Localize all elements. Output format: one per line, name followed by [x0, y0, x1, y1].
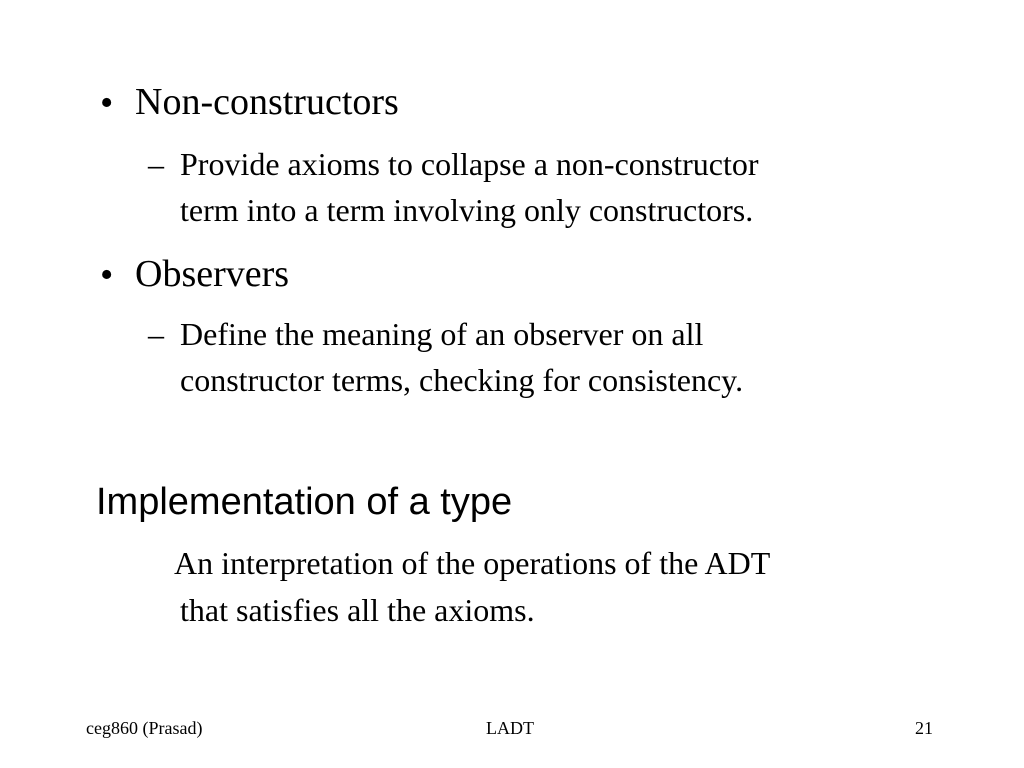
sub-bullet-dash: –: [148, 316, 164, 352]
bullet-marker: •: [100, 82, 114, 124]
footer-course: ceg860 (Prasad): [86, 718, 203, 738]
bullet-marker: •: [100, 254, 114, 296]
bullet-title-non-constructors: Non-constructors: [135, 81, 399, 123]
footer-title: LADT: [486, 718, 534, 738]
footer-page-number: 21: [915, 718, 933, 738]
sub-bullet-line: Provide axioms to collapse a non-constructor: [180, 146, 759, 182]
sub-bullet-dash: –: [148, 146, 164, 182]
sub-bullet-line: constructor terms, checking for consistency.: [180, 362, 744, 398]
sub-bullet-line: Define the meaning of an observer on all: [180, 316, 704, 352]
sub-bullet-line: term into a term involving only constructors.: [180, 192, 754, 228]
bullet-title-observers: Observers: [135, 253, 290, 295]
section-body-line: that satisfies all the axioms.: [180, 592, 535, 628]
section-heading: Implementation of a type: [96, 481, 513, 523]
section-body-line: An interpretation of the operations of the ADT: [174, 545, 771, 581]
